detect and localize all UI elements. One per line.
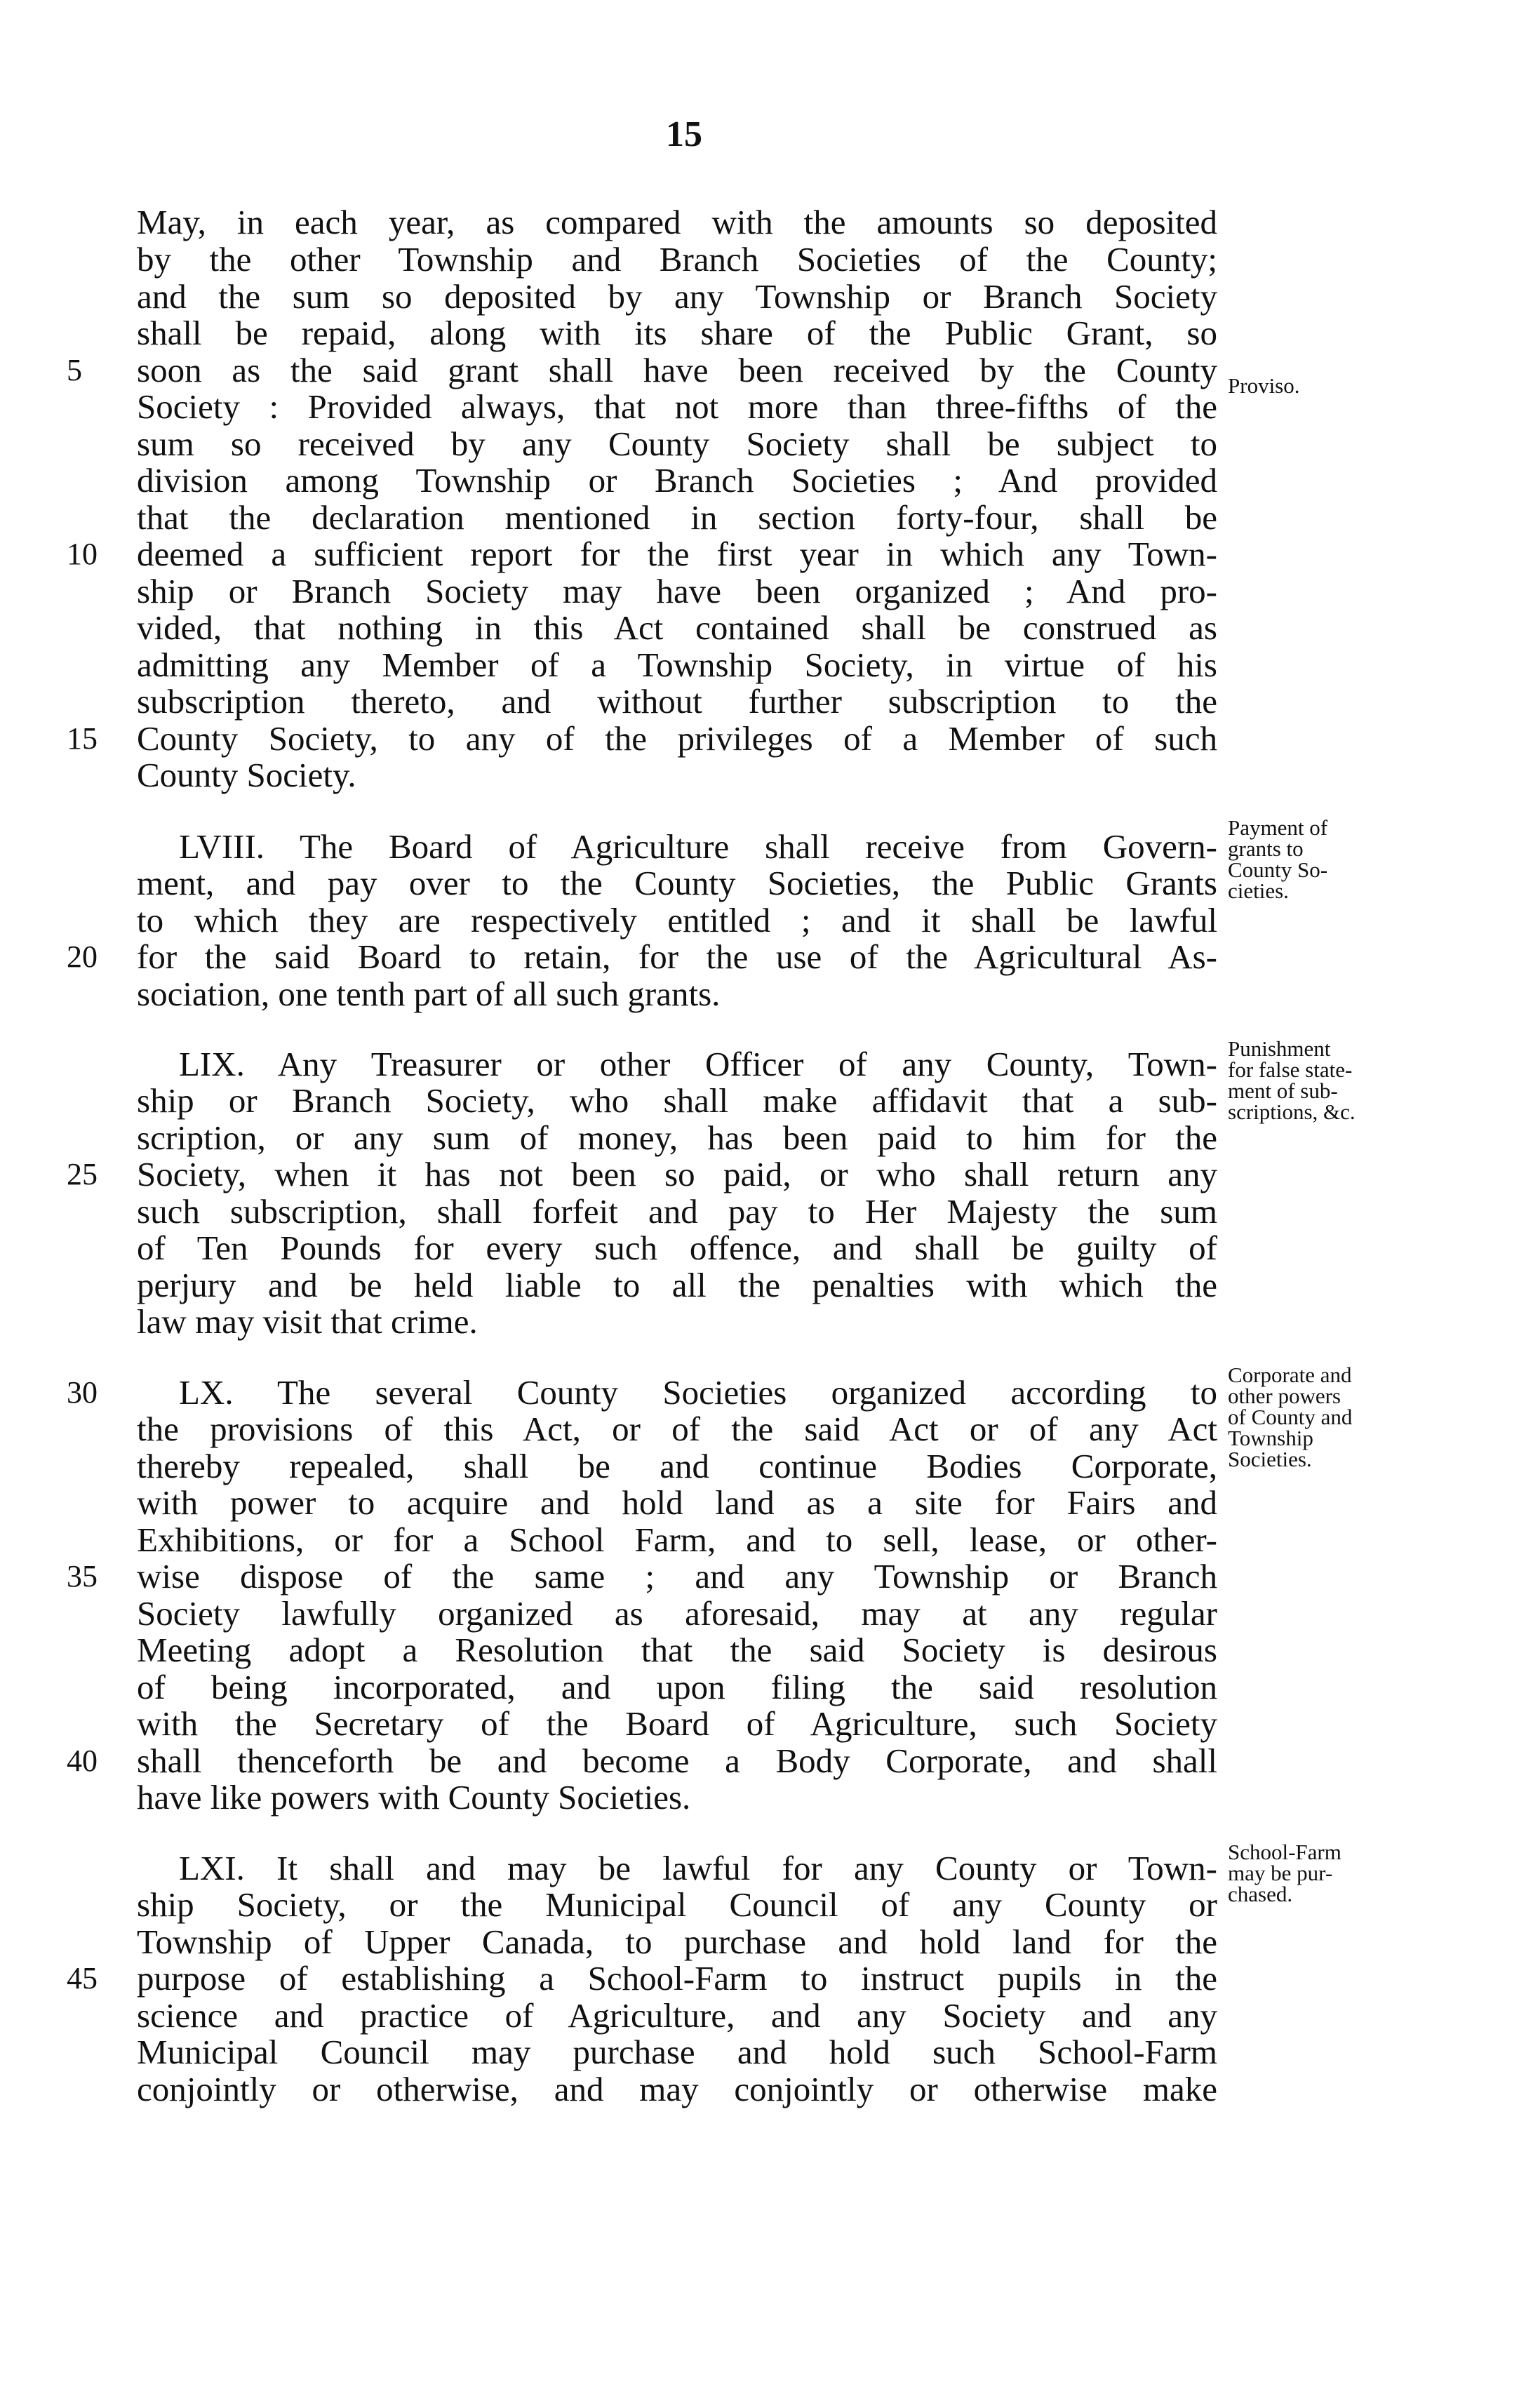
margin-note-line: chased. bbox=[1228, 1882, 1293, 1906]
text-line: shall thenceforth be and become a Body Corporate, and shall bbox=[137, 1741, 1217, 1780]
text-line: LX. The several County Societies organized according to bbox=[179, 1373, 1217, 1412]
text-line: purpose of establishing a School-Farm to instruct pupils in the bbox=[137, 1959, 1217, 1998]
line-number: 10 bbox=[67, 537, 98, 571]
margin-note-school-farm bbox=[1228, 1842, 1438, 1905]
text-line: Meeting adopt a Resolution that the said Society is desirous bbox=[137, 1631, 1217, 1669]
text-line: by the other Township and Branch Societies of the County; bbox=[137, 240, 1217, 279]
line-number: 45 bbox=[67, 1961, 98, 1995]
text-line: deemed a sufficient report for the first year in which any Town- bbox=[137, 535, 1217, 573]
text-line: LXI. It shall and may be lawful for any County or Town- bbox=[179, 1849, 1217, 1887]
line-number: 20 bbox=[67, 939, 98, 974]
margin-note-payment-of-grants bbox=[1228, 817, 1438, 902]
text-line: Township of Upper Canada, to purchase and hold land for the bbox=[137, 1922, 1217, 1961]
text-line: Society, when it has not been so paid, or who shall return any bbox=[137, 1155, 1217, 1193]
text-line: ment, and pay over to the County Societies, the Public Grants bbox=[137, 864, 1217, 902]
text-line: admitting any Member of a Township Society, in virtue of his bbox=[137, 646, 1217, 684]
margin-note-line: of County and bbox=[1228, 1405, 1353, 1429]
text-line: of Ten Pounds for every such offence, and shall be guilty of bbox=[137, 1229, 1217, 1267]
text-line: perjury and be held liable to all the penalties with which the bbox=[137, 1266, 1217, 1304]
margin-note-line: scriptions, &c. bbox=[1228, 1099, 1356, 1124]
text-line: shall be repaid, along with its share of the Public Grant, so bbox=[137, 314, 1217, 352]
margin-note-line: School-Farm bbox=[1228, 1840, 1341, 1864]
text-line: that the declaration mentioned in section forty-four, shall be bbox=[137, 498, 1217, 537]
text-line: conjointly or otherwise, and may conjointly or otherwise make bbox=[137, 2070, 1217, 2108]
text-line: have like powers with County Societies. bbox=[137, 1778, 691, 1817]
text-line: ship or Branch Society may have been organized ; And pro- bbox=[137, 572, 1217, 610]
margin-note-line: Punishment bbox=[1228, 1036, 1331, 1061]
margin-note-corporate-powers bbox=[1228, 1365, 1438, 1470]
text-line: such subscription, shall forfeit and pay to Her Majesty the sum bbox=[137, 1192, 1217, 1231]
text-line: sum so received by any County Society shall be subject to bbox=[137, 424, 1217, 463]
line-number: 25 bbox=[67, 1157, 98, 1191]
text-line: County Society, to any of the privileges of a Member of such bbox=[137, 719, 1217, 758]
page-number: 15 bbox=[666, 114, 702, 154]
margin-note-line: other powers bbox=[1228, 1384, 1341, 1408]
margin-note-line: County So- bbox=[1228, 857, 1328, 882]
margin-note-proviso bbox=[1228, 375, 1438, 396]
text-line: Municipal Council may purchase and hold such School-Farm bbox=[137, 2033, 1217, 2071]
text-line: Exhibitions, or for a School Farm, and to sell, lease, or other- bbox=[137, 1520, 1217, 1559]
text-line: subscription thereto, and without further subscription to the bbox=[137, 682, 1217, 721]
line-number: 15 bbox=[67, 721, 98, 756]
margin-note-punishment-false-statement bbox=[1228, 1038, 1438, 1123]
text-line: Society lawfully organized as aforesaid, may at any regular bbox=[137, 1594, 1217, 1633]
margin-note-line: Proviso. bbox=[1228, 373, 1300, 398]
margin-note-line: Township bbox=[1228, 1426, 1313, 1450]
text-line: wise dispose of the same ; and any Township or Branch bbox=[137, 1557, 1217, 1596]
text-line: County Society. bbox=[137, 756, 356, 794]
text-line: and the sum so deposited by any Township or Branch Society bbox=[137, 277, 1217, 316]
margin-note-line: ment of sub- bbox=[1228, 1078, 1338, 1103]
text-line: thereby repealed, shall be and continue Bodies Corporate, bbox=[137, 1447, 1217, 1485]
text-line: science and practice of Agriculture, and any Society and any bbox=[137, 1996, 1217, 2035]
text-line: vided, that nothing in this Act contained shall be construed as bbox=[137, 608, 1217, 647]
text-line: division among Township or Branch Societies ; And provided bbox=[137, 461, 1217, 500]
text-line: LIX. Any Treasurer or other Officer of any County, Town- bbox=[179, 1045, 1217, 1083]
text-line: ship Society, or the Municipal Council of any County or bbox=[137, 1885, 1217, 1924]
margin-note-line: cieties. bbox=[1228, 878, 1289, 903]
text-line: sociation, one tenth part of all such grants. bbox=[137, 975, 721, 1013]
text-line: the provisions of this Act, or of the said Act or of any Act bbox=[137, 1410, 1217, 1448]
line-number: 40 bbox=[67, 1744, 98, 1778]
text-line: May, in each year, as compared with the amounts so deposited bbox=[137, 203, 1217, 241]
line-number: 30 bbox=[67, 1375, 98, 1410]
margin-note-line: Corporate and bbox=[1228, 1363, 1352, 1387]
text-line: ship or Branch Society, who shall make affidavit that a sub- bbox=[137, 1081, 1217, 1120]
margin-note-line: may be pur- bbox=[1228, 1861, 1333, 1885]
margin-note-line: for false state- bbox=[1228, 1057, 1353, 1082]
text-line: with power to acquire and hold land as a site for Fairs and bbox=[137, 1483, 1217, 1522]
line-number: 5 bbox=[67, 353, 82, 387]
text-line: Society : Provided always, that not more than three-fifths of the bbox=[137, 387, 1217, 426]
text-line: soon as the said grant shall have been received by the County bbox=[137, 351, 1217, 389]
text-line: for the said Board to retain, for the use of the Agricultural As- bbox=[137, 937, 1217, 976]
text-line: of being incorporated, and upon filing the said resolution bbox=[137, 1668, 1217, 1706]
margin-note-line: Payment of bbox=[1228, 815, 1328, 840]
text-line: to which they are respectively entitled ; and it shall be lawful bbox=[137, 901, 1217, 939]
text-line: LVIII. The Board of Agriculture shall receive from Govern- bbox=[179, 827, 1217, 866]
line-number: 35 bbox=[67, 1559, 98, 1593]
text-line: scription, or any sum of money, has been paid to him for the bbox=[137, 1118, 1217, 1157]
margin-note-line: Societies. bbox=[1228, 1447, 1312, 1471]
margin-note-line: grants to bbox=[1228, 836, 1304, 861]
text-line: with the Secretary of the Board of Agriculture, such Society bbox=[137, 1704, 1217, 1743]
text-line: law may visit that crime. bbox=[137, 1302, 478, 1341]
